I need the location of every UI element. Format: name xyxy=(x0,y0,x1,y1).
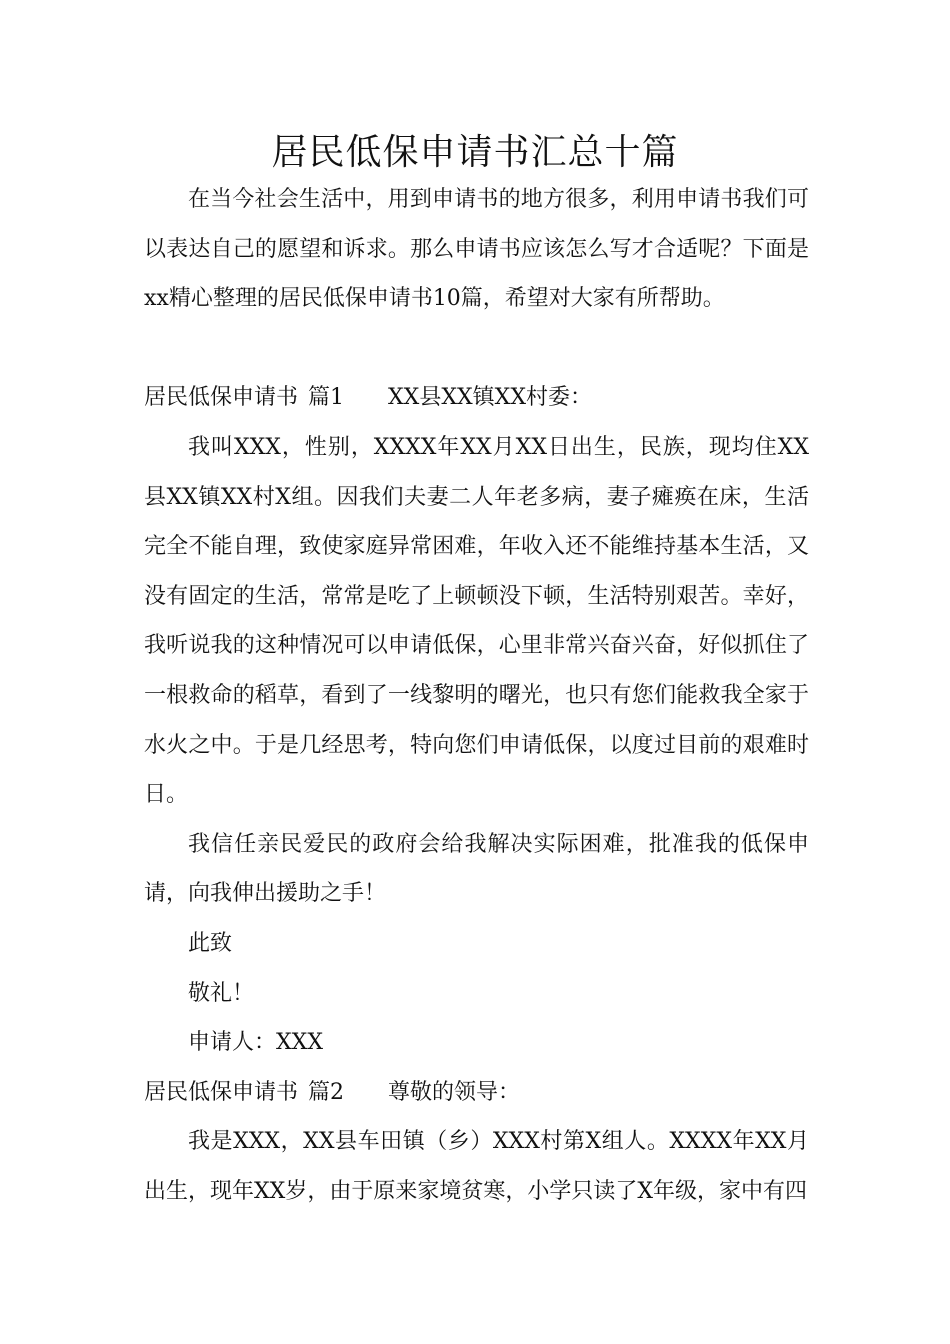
section-1-closing-1: 此致 xyxy=(188,930,233,956)
section-2-paragraph-1: 我是XXX，XX县车田镇（乡）XXX村第X组人。XXXX年XX月出生，现年XX岁，由于原来家境贫寒，小学只读了X年级，家中有四 xyxy=(144,1129,809,1204)
section-2-title: 居民低保申请书 xyxy=(144,1079,299,1105)
section-1-number: 篇1 xyxy=(308,385,345,411)
section-1-title: 居民低保申请书 xyxy=(144,385,299,411)
section-1-closing-2: 敬礼！ xyxy=(188,980,255,1006)
blank-line xyxy=(144,324,809,374)
section-1-heading xyxy=(144,373,809,423)
section-1-addressee: XX县XX镇XX村委： xyxy=(388,385,592,411)
section-2-addressee: 尊敬的领导： xyxy=(388,1079,521,1105)
section-2-heading xyxy=(144,1068,809,1118)
section-1-signature: 申请人：XXX xyxy=(188,1030,323,1056)
section-1-paragraph-2: 我信任亲民爱民的政府会给我解决实际困难，批准我的低保申请，向我伸出援助之手！ xyxy=(144,831,809,907)
document-body xyxy=(144,175,809,1216)
section-1-paragraph-1: 我叫XXX，性别，XXXX年XX月XX日出生，民族，现均住XX县XX镇XX村X组。因我们夫妻二人年老多病，妻子瘫痪在床，生活完全不能自理，致使家庭异常困难，年收入还不能维持基本生活，又没有固定的生活，常常是吃了上顿顿没下顿，生活特别艰苦。幸好，我听说我的这种情况可以申请低保，心里非常兴奋兴奋，好似抓住了一根救命的稻草，看到了一线黎明的曙光，也只有您们能救我全家于水火之中。于是几经思考，特向您们申请低保，以度过目前的艰难时日。 xyxy=(144,434,809,808)
intro-paragraph: 在当今社会生活中，用到申请书的地方很多，利用申请书我们可以表达自己的愿望和诉求。那么申请书应该怎么写才合适呢？下面是xx精心整理的居民低保申请书10篇，希望对大家有所帮助。 xyxy=(144,187,809,312)
document-title: 居民低保申请书汇总十篇 xyxy=(271,132,679,173)
section-2-number: 篇2 xyxy=(308,1079,345,1105)
